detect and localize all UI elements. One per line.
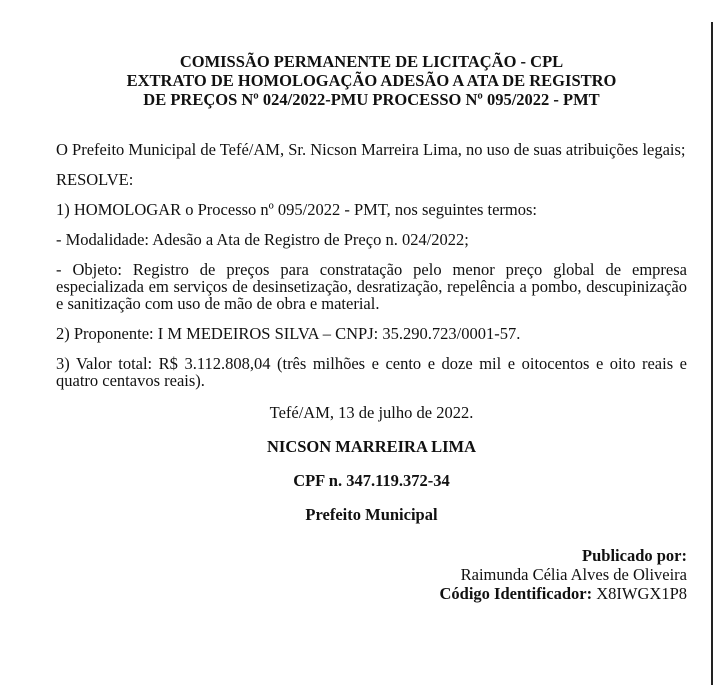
item-proponente: 2) Proponente: I M MEDEIROS SILVA – CNPJ: 35.290.723/0001-57. (56, 324, 521, 343)
item-homologar: 1) HOMOLOGAR o Processo nº 095/2022 - PMT, nos seguintes termos: (56, 200, 537, 219)
signer-role: Prefeito Municipal (305, 505, 438, 524)
item-objeto: - Objeto: Registro de preços para constratação pelo menor preço global de empresa especializada em serviços de desinsetização, desratização, repelência a pombo, descupinização e sanitização com uso de mão de obra e material. (56, 260, 687, 313)
resolve-heading: RESOLVE: (56, 170, 134, 189)
identifier-value: X8IWGX1P8 (596, 584, 687, 603)
title-line-2: EXTRATO DE HOMOLOGAÇÃO ADESÃO A ATA DE REGISTRO (126, 71, 617, 90)
title-line-1: COMISSÃO PERMANENTE DE LICITAÇÃO - CPL (179, 52, 564, 71)
signer-cpf: CPF n. 347.119.372-34 (293, 471, 450, 490)
signer-name: NICSON MARREIRA LIMA (266, 437, 476, 456)
intro-paragraph: O Prefeito Municipal de Tefé/AM, Sr. Nicson Marreira Lima, no uso de suas atribuições legais; (56, 140, 686, 159)
document-title (56, 52, 687, 109)
published-by-label: Publicado por: (582, 546, 687, 565)
page-right-border (711, 22, 713, 685)
identifier-code (56, 584, 687, 603)
title-line-3: DE PREÇOS Nº 024/2022-PMU PROCESSO Nº 095/2022 - PMT (143, 90, 600, 109)
item-modalidade: - Modalidade: Adesão a Ata de Registro de Preço n. 024/2022; (56, 230, 469, 249)
identifier-label: Código Identificador: (439, 584, 593, 603)
place-date: Tefé/AM, 13 de julho de 2022. (269, 403, 474, 422)
item-valor-total: 3) Valor total: R$ 3.112.808,04 (três milhões e cento e doze mil e oitocentos e oito reais e quatro centavos reais). (56, 354, 687, 390)
document (56, 52, 687, 603)
publisher-name: Raimunda Célia Alves de Oliveira (460, 565, 687, 584)
